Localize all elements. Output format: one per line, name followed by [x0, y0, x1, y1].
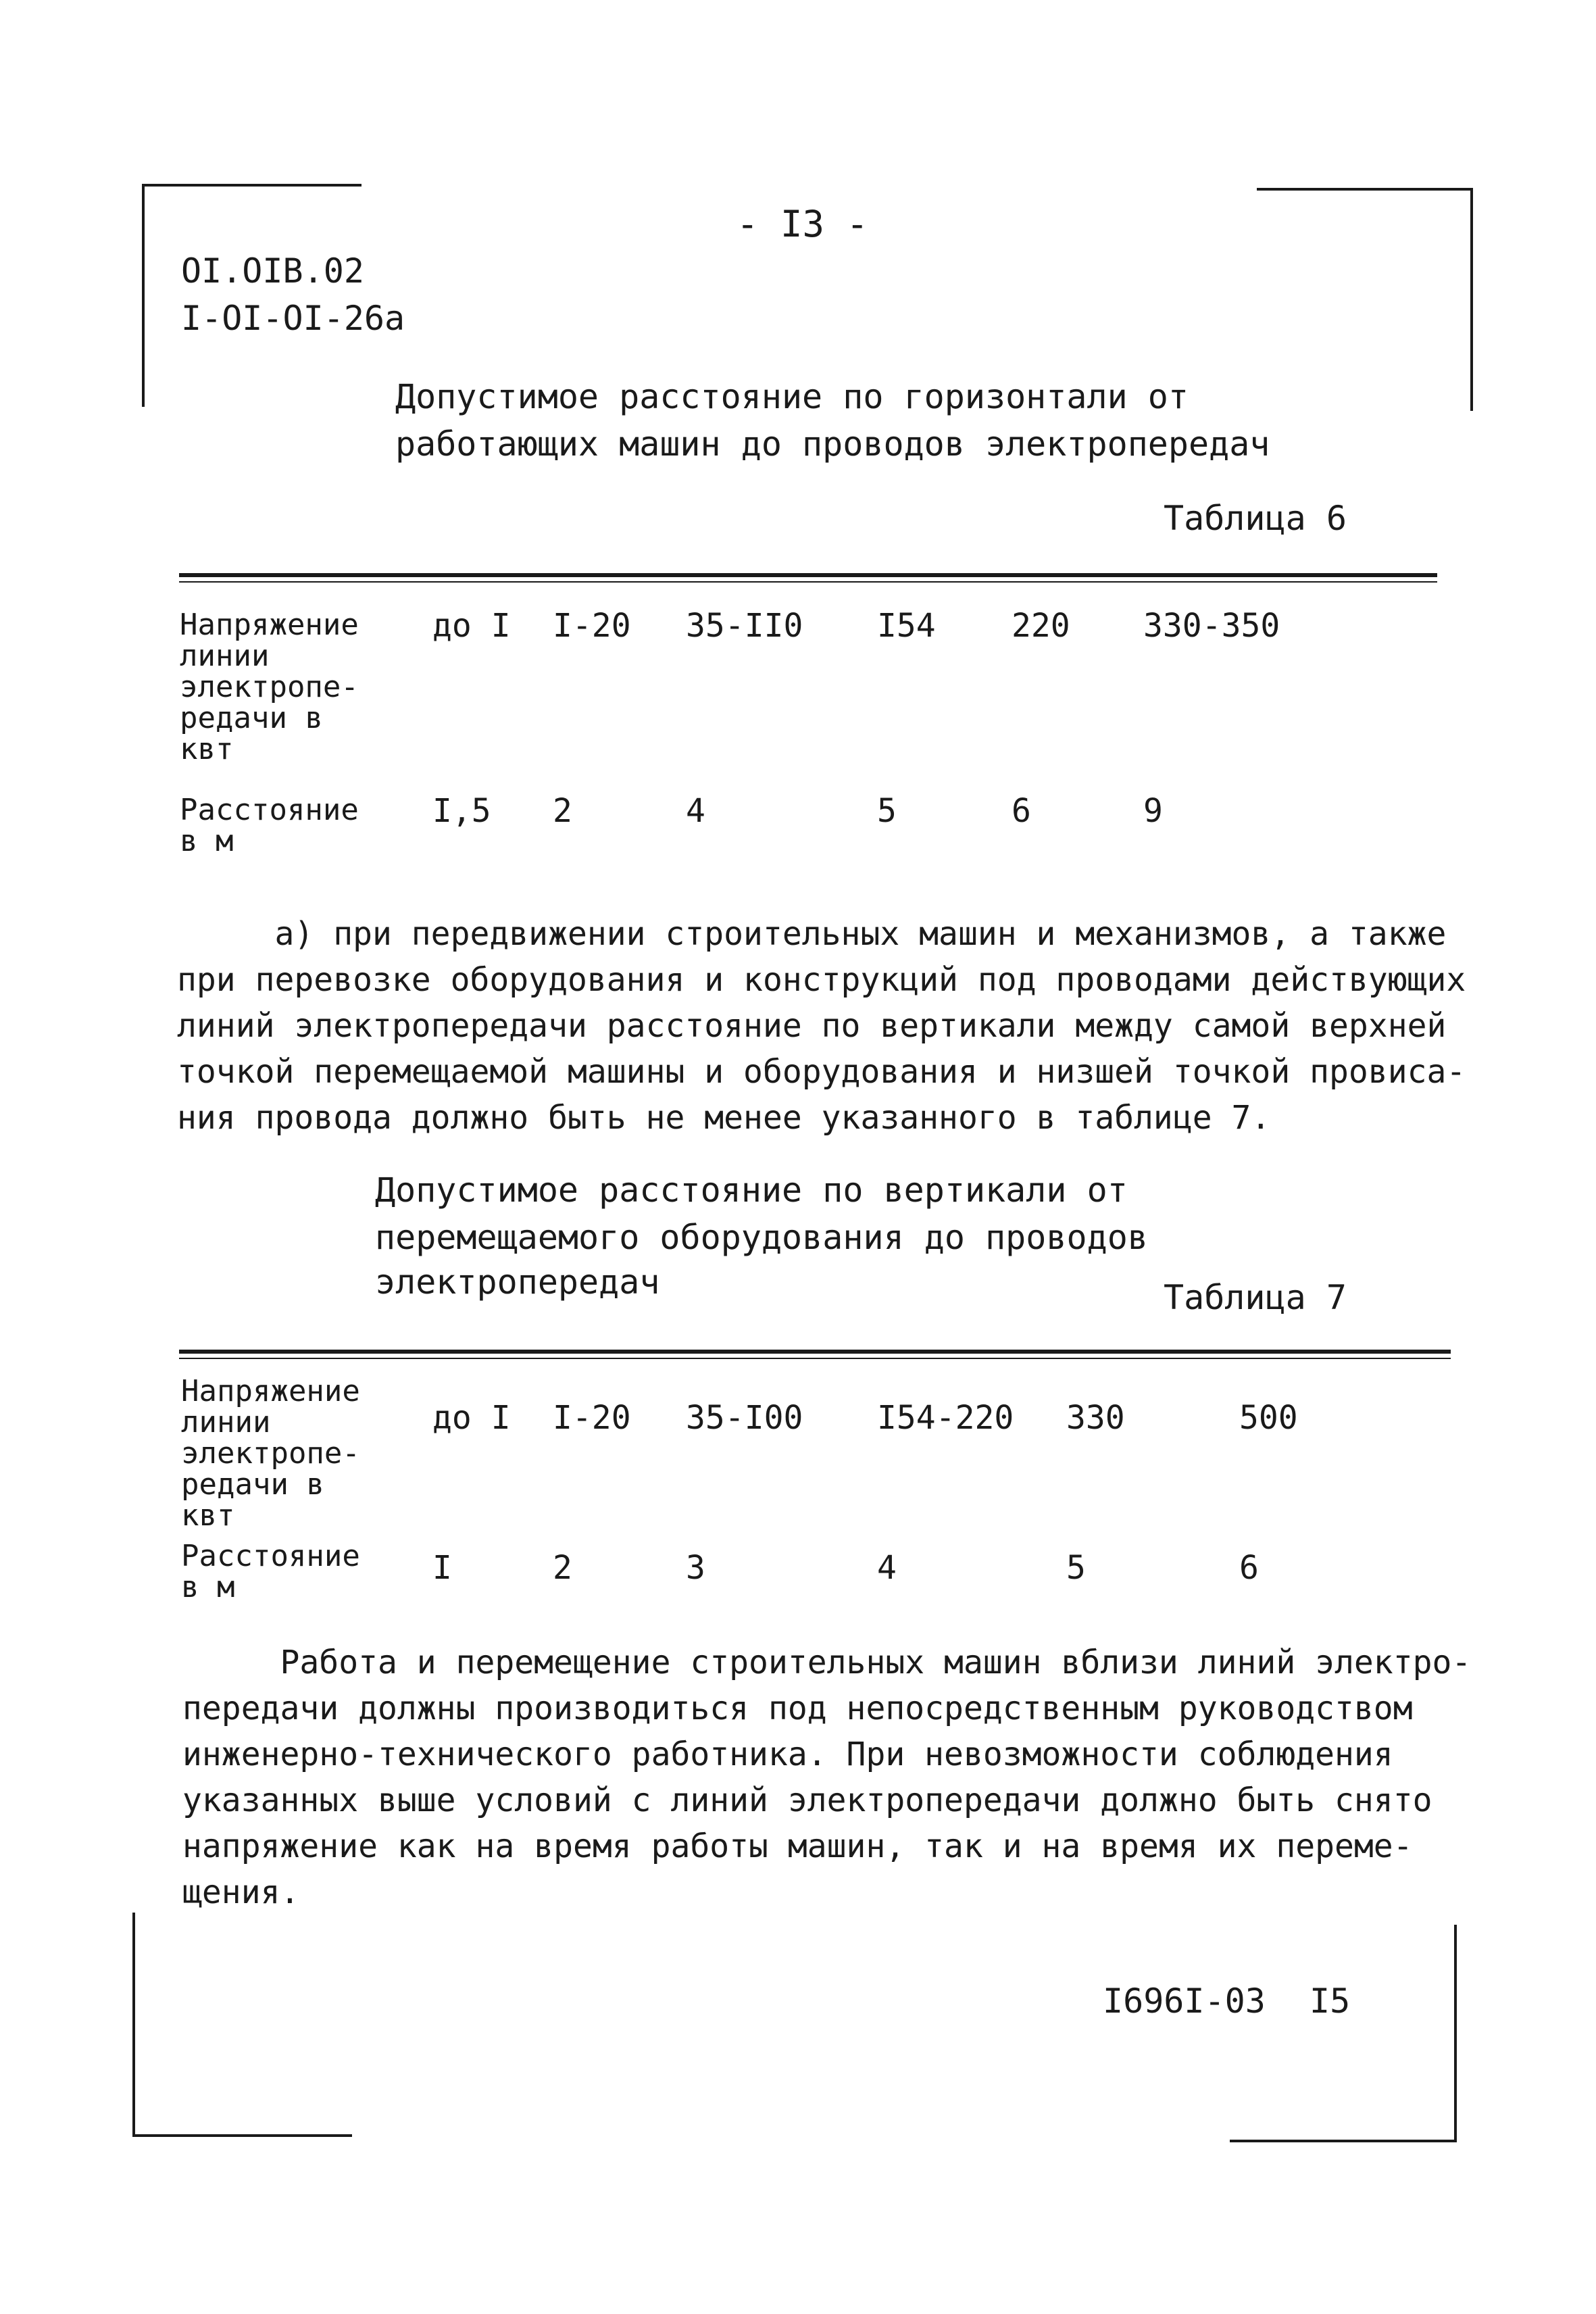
table7-label: Таблица 7 [1164, 1278, 1347, 1317]
paragraph-work: Работа и перемещение строительных машин вблизи линий электро- передачи должны производиться под непосредственным руководством инженерно-технического работника. При невозможности соблюдения указанных выше условий с линий электропередачи должно быть снято напряжение как на время работы машин, так и на время их переме- щения. [182, 1644, 1472, 1911]
table7-distance-1: I [432, 1549, 452, 1587]
table6-distance-1: I,5 [432, 792, 491, 830]
table6-distance-5: 6 [1012, 792, 1031, 830]
table7-distance-3: 3 [686, 1549, 705, 1587]
table6-voltage-5: 220 [1012, 607, 1070, 645]
series-code: I-OI-OI-26a [181, 299, 405, 338]
table6-voltage-4: I54 [877, 607, 936, 645]
frame-top-right-vertical [1470, 188, 1473, 411]
table7-voltage-5: 330 [1066, 1399, 1125, 1437]
table6-row1-header: Напряжение линии электропе- редачи в квт [180, 608, 359, 766]
table7-voltage-2: I-20 [553, 1399, 631, 1437]
table7-title-line3: электропередач [375, 1262, 660, 1302]
table7-voltage-1: до I [432, 1399, 511, 1437]
table6-top-rule-thin [179, 581, 1437, 583]
document-code: OI.OIB.02 [181, 251, 364, 291]
table7-distance-4: 4 [877, 1549, 897, 1587]
table6-row2-header: Расстояние в м [180, 793, 359, 858]
table6-title-line2: работающих машин до проводов электропередач [395, 424, 1270, 464]
table7-distance-6: 6 [1239, 1549, 1259, 1587]
table7-row2-header: Расстояние в м [181, 1539, 360, 1604]
table7-distance-2: 2 [553, 1549, 572, 1587]
table6-label: Таблица 6 [1164, 499, 1347, 538]
table6-voltage-3: 35-II0 [686, 607, 803, 645]
frame-top-left-vertical [142, 184, 145, 407]
footer-sheet: I5 [1310, 1981, 1351, 2021]
table6-distance-3: 4 [686, 792, 705, 830]
table7-voltage-4: I54-220 [877, 1399, 1014, 1437]
table6-top-rule [179, 573, 1437, 577]
table7-voltage-6: 500 [1239, 1399, 1298, 1437]
table6-distance-2: 2 [553, 792, 572, 830]
paragraph-a: а) при передвижении строительных машин и механизмов, а также при перевозке оборудования и конструкций под проводами действующих линий электропередачи расстояние по вертикали между самой верхней точкой перемещаемой машины и оборудования и низшей точкой провиса- ния провода должно быть не менее указанного в таблице 7. [177, 915, 1466, 1137]
page-number: - I3 - [737, 203, 869, 245]
frame-bottom-right-vertical [1454, 1925, 1457, 2141]
frame-top-right-horizontal [1257, 188, 1473, 191]
frame-bottom-right-horizontal [1230, 2140, 1457, 2142]
frame-bottom-left-horizontal [132, 2134, 352, 2137]
table7-title-line1: Допустимое расстояние по вертикали от [375, 1171, 1128, 1210]
frame-top-left-horizontal [142, 184, 361, 187]
table7-voltage-3: 35-I00 [686, 1399, 803, 1437]
table7-row1-header: Напряжение линии электропе- редачи в квт [181, 1374, 360, 1533]
table7-title-line2: перемещаемого оборудования до проводов [375, 1218, 1148, 1257]
frame-bottom-left-vertical [132, 1913, 135, 2136]
table6-voltage-6: 330-350 [1143, 607, 1280, 645]
table6-distance-6: 9 [1143, 792, 1163, 830]
table7-top-rule-thin [179, 1358, 1451, 1359]
table7-top-rule [179, 1350, 1451, 1354]
table7-distance-5: 5 [1066, 1549, 1086, 1587]
table6-voltage-2: I-20 [553, 607, 631, 645]
table6-title-line1: Допустимое расстояние по горизонтали от [395, 377, 1189, 416]
footer-code: I696I-03 [1103, 1981, 1266, 2021]
table6-distance-4: 5 [877, 792, 897, 830]
table6-voltage-1: до I [432, 607, 511, 645]
